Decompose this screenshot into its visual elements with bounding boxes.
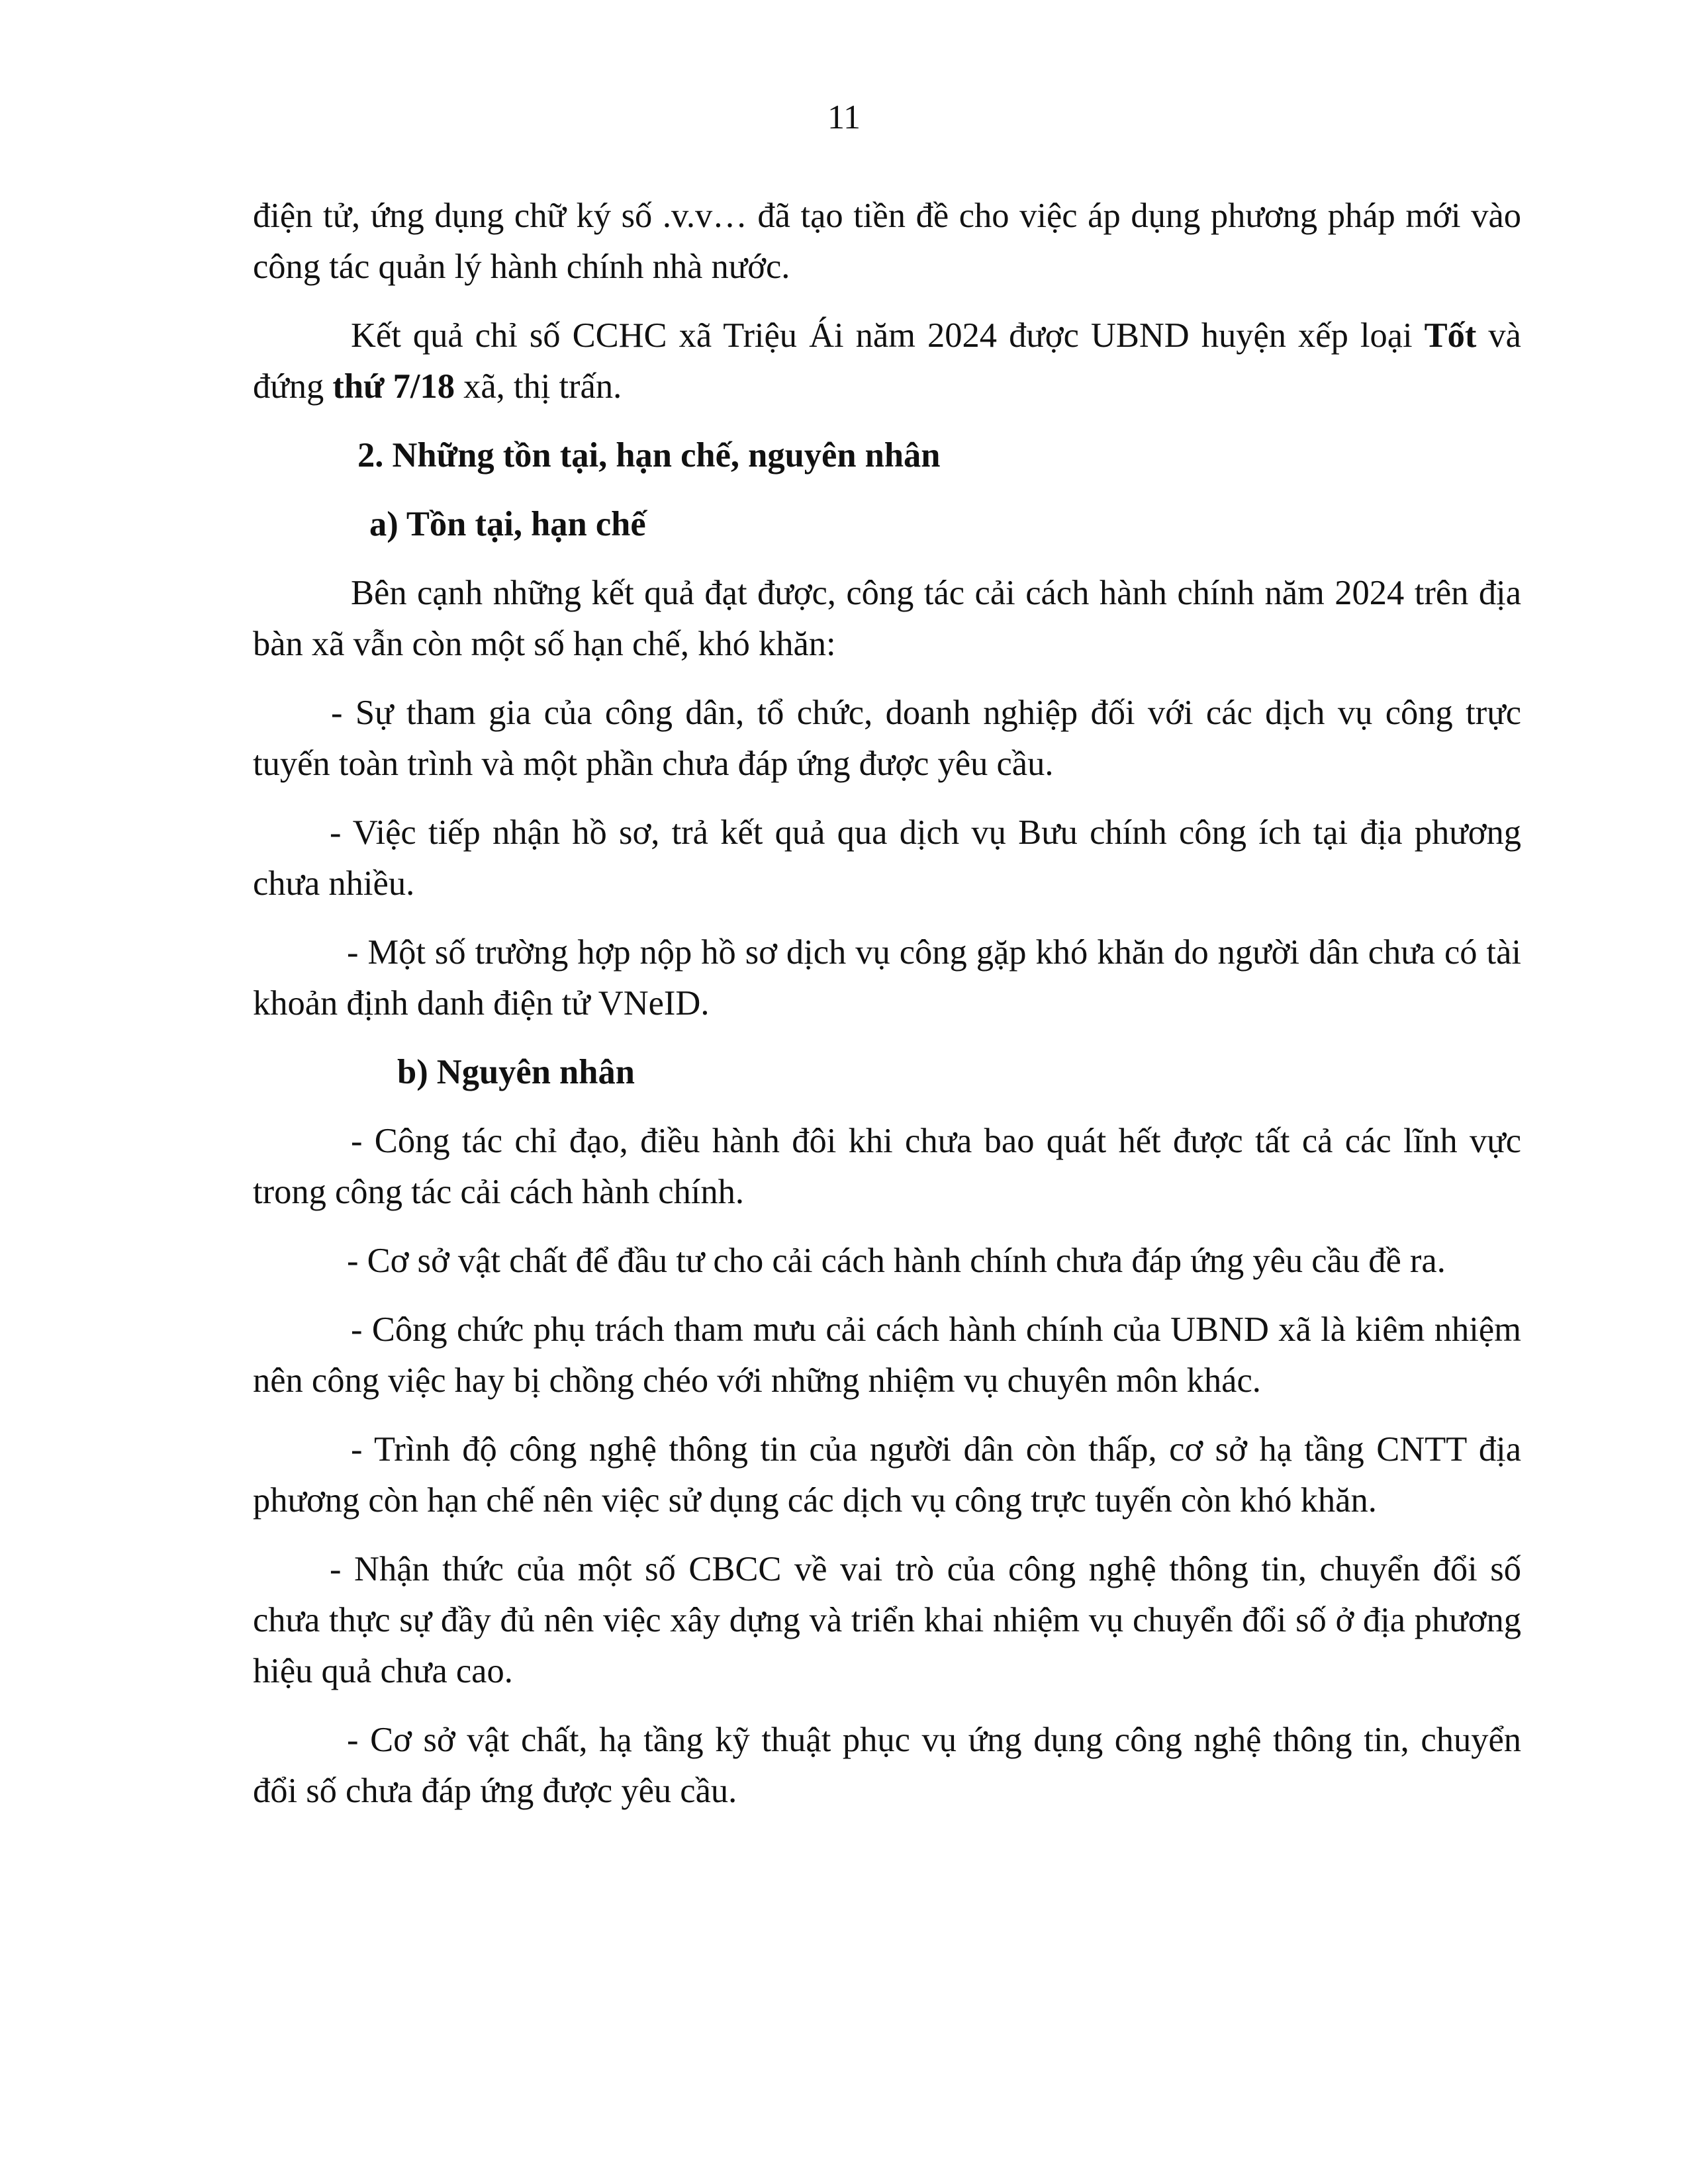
paragraph-cchc-result: [253, 310, 1521, 412]
limitation-item-1: - Sự tham gia của công dân, tổ chức, doanh nghiệp đối với các dịch vụ công trực tuyến toàn trình và một phần chưa đáp ứng được yêu cầu.: [253, 694, 1521, 783]
limitation-item-2: - Việc tiếp nhận hồ sơ, trả kết quả qua dịch vụ Bưu chính công ích tại địa phương chưa nhiều.: [253, 813, 1521, 903]
rating-tot: Tốt: [1424, 316, 1477, 355]
cause-item-1: - Công tác chỉ đạo, điều hành đôi khi chưa bao quát hết được tất cả các lĩnh vực trong công tác cải cách hành chính.: [253, 1122, 1521, 1211]
cause-item-4: - Trình độ công nghệ thông tin của người dân còn thấp, cơ sở hạ tầng CNTT địa phương còn hạn chế nên việc sử dụng các dịch vụ công trực tuyến còn khó khăn.: [253, 1430, 1521, 1520]
rank-value: thứ 7/18: [332, 367, 455, 406]
cause-item-5: - Nhận thức của một số CBCC về vai trò của công nghệ thông tin, chuyển đổi số chưa thực sự đầy đủ nên việc xây dựng và triển khai nhiệm vụ chuyển đổi số ở địa phương hiệu quả chưa cao.: [253, 1550, 1521, 1690]
result-text-start: Kết quả chỉ số CCHC xã Triệu Ái năm 2024 được UBND huyện xếp loại: [351, 316, 1425, 355]
result-text-end: xã, thị trấn.: [455, 367, 622, 406]
result-text-mid: và đứng: [253, 316, 1521, 406]
cause-item-2: - Cơ sở vật chất để đầu tư cho cải cách hành chính chưa đáp ứng yêu cầu đề ra.: [347, 1242, 1446, 1280]
subsection-heading-a: a) Tồn tại, hạn chế: [369, 505, 646, 543]
limitation-item-3: - Một số trường hợp nộp hồ sơ dịch vụ công gặp khó khăn do người dân chưa có tài khoản định danh điện tử VNeID.: [253, 933, 1521, 1023]
subsection-heading-b: b) Nguyên nhân: [397, 1053, 635, 1091]
cause-item-6: - Cơ sở vật chất, hạ tầng kỹ thuật phục vụ ứng dụng công nghệ thông tin, chuyển đổi số chưa đáp ứng được yêu cầu.: [253, 1721, 1521, 1810]
paragraph-continuation: điện tử, ứng dụng chữ ký số .v.v… đã tạo tiền đề cho việc áp dụng phương pháp mới vào công tác quản lý hành chính nhà nước.: [253, 197, 1521, 286]
page-number: 11: [827, 99, 861, 136]
subsection-a-intro: Bên cạnh những kết quả đạt được, công tác cải cách hành chính năm 2024 trên địa bàn xã vẫn còn một số hạn chế, khó khăn:: [253, 574, 1521, 663]
section-heading-2: 2. Những tồn tại, hạn chế, nguyên nhân: [357, 436, 941, 475]
document-body: [253, 191, 1521, 1835]
cause-item-3: - Công chức phụ trách tham mưu cải cách hành chính của UBND xã là kiêm nhiệm nên công việc hay bị chồng chéo với những nhiệm vụ chuyên môn khác.: [253, 1310, 1521, 1400]
